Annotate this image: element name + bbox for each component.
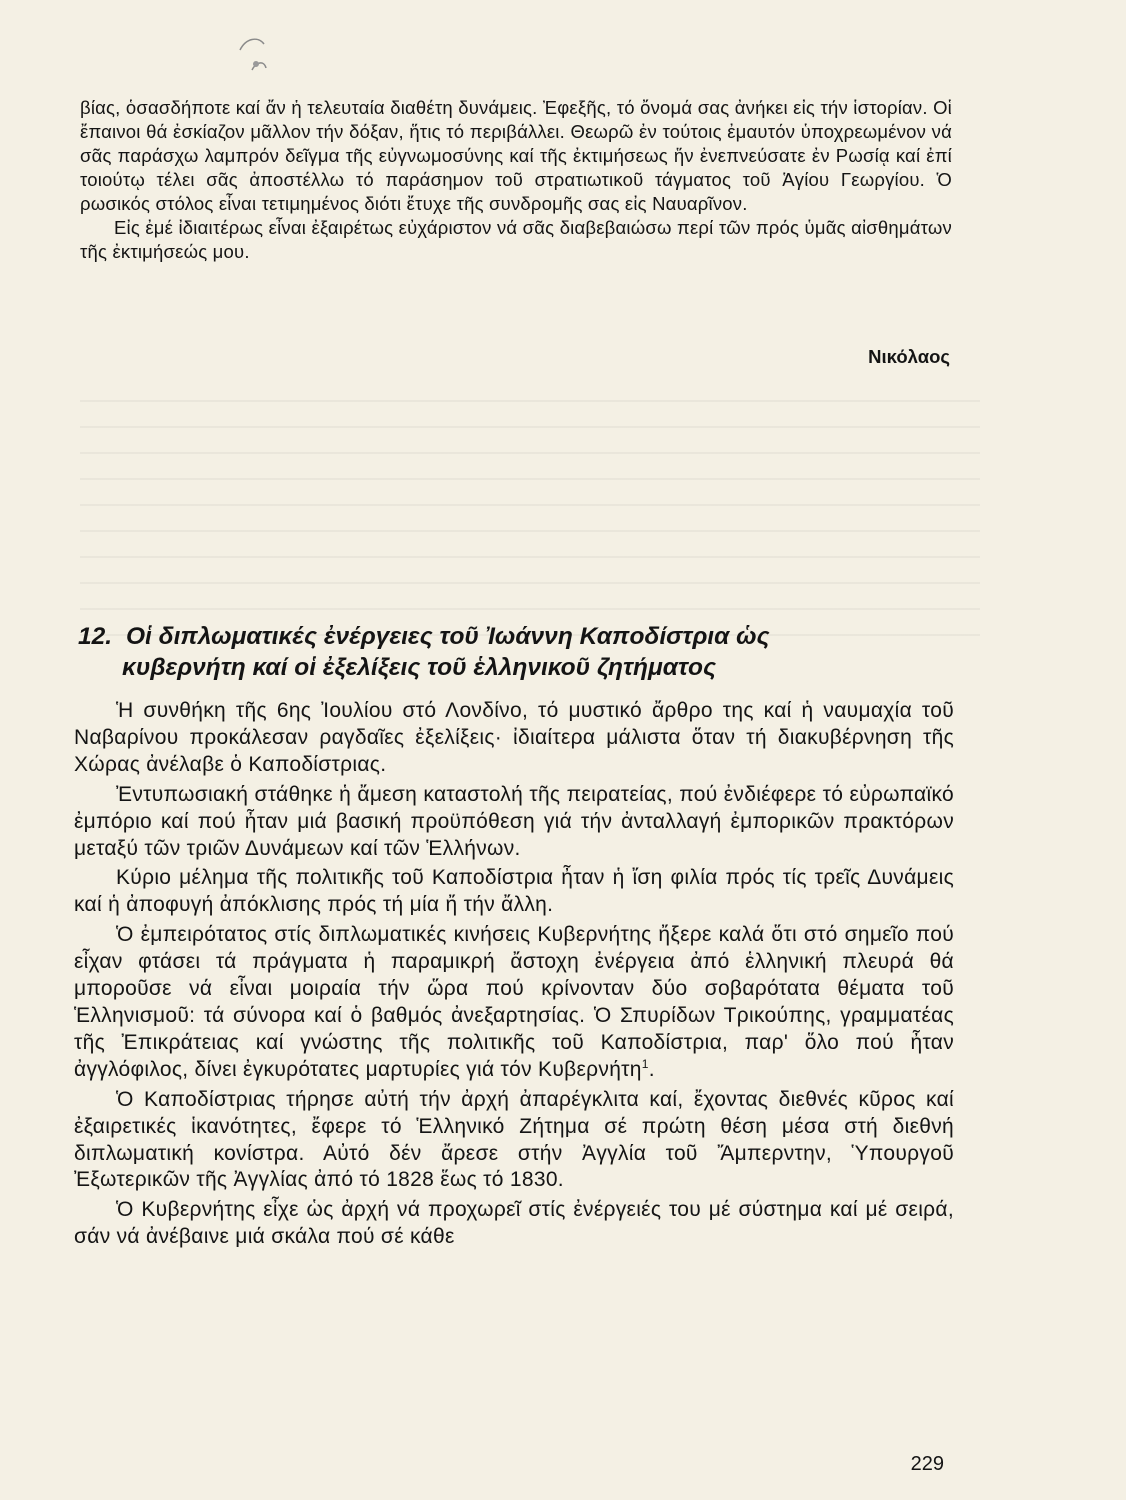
body-paragraph-end: . (648, 1057, 655, 1081)
bleed-through-texture (80, 400, 980, 640)
body-paragraph: Ὁ Κυβερνήτης εἶχε ὡς ἀρχή νά προχωρεῖ στίς ἐνέργειές του μέ σύστημα καί μέ σειρά, σάν νά ἀνέβαινε μιά σκάλα πού σέ κάθε (74, 1198, 954, 1249)
body-paragraph-text: Ὁ ἐμπειρότατος στίς διπλωματικές κινήσεις Κυβερνήτης ἤξερε καλά ὅτι στό σημεῖο πού εἶχαν φτάσει τά πράγματα ἡ παραμικρή ἄστοχη ἐνέργεια ἀπό ἑλληνική πλευρά θά μποροῦσε νά εἶναι μοιραία τήν ὥρα πού κρίνονταν δύο σοβαρότατα θέματα τοῦ Ἑλληνισμοῦ: τά σύνορα καί ὁ βαθμός ἀνεξαρτησίας. Ὁ Σπυρίδων Τρικούπης, γραμματέας τῆς Ἐπικράτειας καί γνώστης τῆς πολιτικῆς τοῦ Καποδίστρια, παρ' ὅλο πού ἦταν ἀγγλόφιλος, δίνει ἐγκυρότατες μαρτυρίες γιά τόν Κυβερνήτη (74, 923, 954, 1081)
body-paragraph: Κύριο μέλημα τῆς πολιτικῆς τοῦ Καποδίστρια ἦταν ἡ ἴση φιλία πρός τίς τρεῖς Δυνάμεις καί ἡ ἀποφυγή ἀπόκλισης πρός τή μία ἤ τήν ἄλλη. (74, 866, 954, 917)
footnote-marker: 1 (641, 1056, 649, 1071)
ink-mark-icon (234, 30, 274, 80)
body-paragraph (74, 922, 954, 1083)
letter-signature: Νικόλαος (868, 346, 950, 367)
chapter-title-line1: Οἱ διπλωματικές ἐνέργειες τοῦ Ἰωάννη Καποδίστρια ὡς (126, 623, 770, 650)
body-paragraph: Ὁ Καποδίστριας τήρησε αὐτή τήν ἀρχή ἀπαρέγκλιτα καί, ἔχοντας διεθνές κῦρος καί ἐξαιρετικές ἱκανότητες, ἔφερε τό Ἑλληνικό Ζήτημα σέ πρώτη θέση μέσα στή διεθνή διπλωματική κονίστρα. Αὐτό δέν ἄρεσε στήν Ἀγγλία τοῦ Ἄμπερντην, Ὑπουργοῦ Ἐξωτερικῶν τῆς Ἀγγλίας ἀπό τό 1828 ἕως τό 1830. (74, 1087, 954, 1192)
letter-paragraph: Εἰς ἐμέ ἰδιαιτέρως εἶναι ἐξαιρέτως εὐχάριστον νά σᾶς διαβεβαιώσω περί τῶν πρός ὑμᾶς αἰσθημάτων τῆς ἐκτιμήσεώς μου. (80, 217, 952, 262)
body-paragraph: Ἐντυπωσιακή στάθηκε ἡ ἄμεση καταστολή τῆς πειρατείας, πού ἐνδιέφερε τό εὐρωπαϊκό ἐμπόριο καί πού ἦταν μιά βασική προϋπόθεση γιά τήν ἀνταλλαγή ἐμπορικῶν πρακτόρων μεταξύ τῶν τριῶν Δυνάμεων καί τῶν Ἑλλήνων. (74, 782, 954, 860)
body-paragraph: Ἡ συνθήκη τῆς 6ης Ἰουλίου στό Λονδίνο, τό μυστικό ἄρθρο της καί ἡ ναυμαχία τοῦ Ναβαρίνου προκάλεσαν ραγδαῖες ἐξελίξεις· ἰδιαίτερα μάλιστα ὅταν τή διακυβέρνηση τῆς Χώρας ἀνέλαβε ὁ Καποδίστριας. (74, 699, 954, 776)
chapter-heading (78, 621, 958, 683)
letter-paragraph: βίας, ὁσασδήποτε καί ἄν ἡ τελευταία διαθέτη δυνάμεις. Ἐφεξῆς, τό ὄνομά σας ἀνήκει εἰς τήν ἱστορίαν. Οἱ ἔπαινοι θά ἐσκίαζον μᾶλλον τήν δόξαν, ἥτις τό περιβάλλει. Θεωρῶ ἐν τούτοις ἐμαυτόν ὑποχρεωμένον νά σᾶς παράσχω λαμπρόν δεῖγμα τῆς εὐγνωμοσύνης καί τῆς ἐκτιμήσεως ἥν ἐνεπνεύσατε ἐν Ρωσίᾳ καί ἐπί τοιούτῳ τέλει σᾶς ἀποστέλλω τό παράσημον τοῦ στρατιωτικοῦ τάγματος τοῦ Ἁγίου Γεωργίου. Ὁ ρωσικός στόλος εἶναι τετιμημένος διότι ἔτυχε τῆς συνδρομῆς σας εἰς Ναυαρῖνον. (80, 97, 952, 214)
body-text (74, 698, 954, 1251)
chapter-title-line2: κυβερνήτη καί οἱ ἐξελίξεις τοῦ ἑλληνικοῦ ζητήματος (122, 654, 716, 681)
letter-text (80, 96, 952, 264)
page-number: 229 (910, 1453, 944, 1475)
chapter-number: 12. (78, 623, 113, 650)
